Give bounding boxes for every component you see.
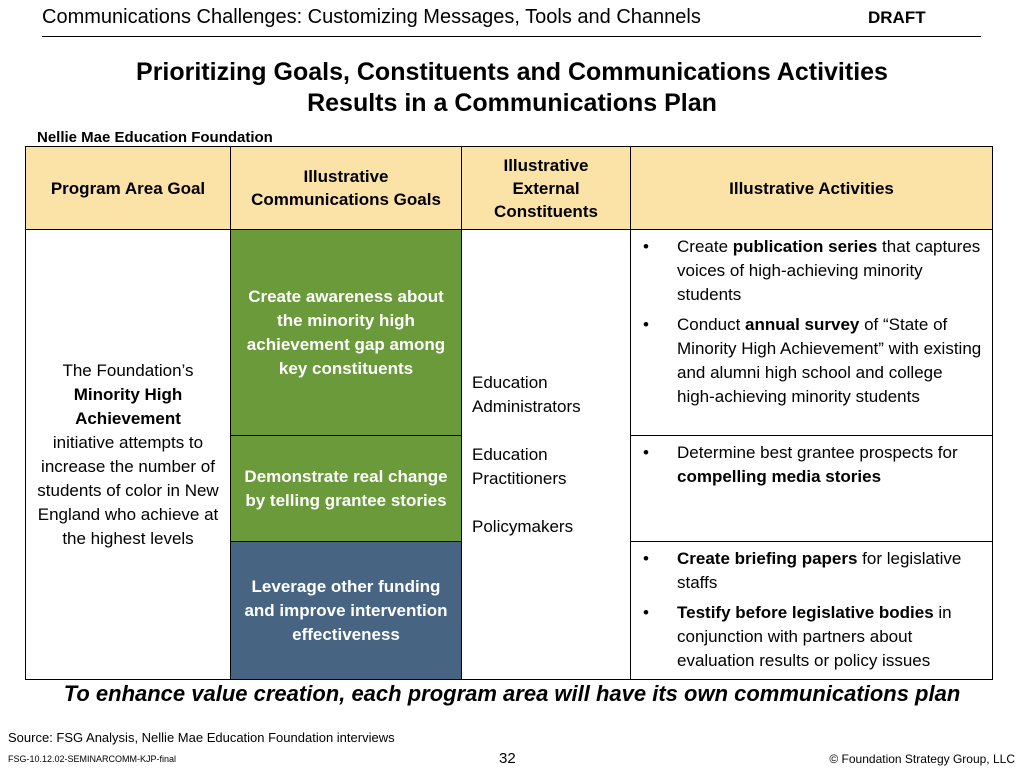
- activities-cell-awareness: [631, 230, 993, 436]
- header-divider: [42, 36, 981, 37]
- copyright-notice: © Foundation Strategy Group, LLC: [829, 752, 1015, 766]
- activity-item: • Create publication series that captures voices of high-achieving minority students: [643, 235, 984, 307]
- program-goal-cell: [26, 230, 231, 680]
- activity-item: • Testify before legislative bodies in conjunction with partners about evaluation results or policy issues: [643, 601, 984, 673]
- slide-title-line-1: Prioritizing Goals, Constituents and Communications Activities: [136, 58, 888, 86]
- header-title: Communications Challenges: Customizing Messages, Tools and Channels: [42, 6, 701, 28]
- document-code: FSG-10.12.02-SEMINARCOMM-KJP-final: [8, 754, 177, 764]
- draft-label: DRAFT: [868, 8, 926, 27]
- activity-item: • Conduct annual survey of “State of Minority High Achievement” with existing and alumni high school and college high-achieving minority students: [643, 313, 984, 409]
- conclusion-statement: To enhance value creation, each program area will have its own communications plan: [63, 681, 961, 706]
- activities-cell-leverage-funding: [631, 542, 993, 680]
- activity-item: • Determine best grantee prospects for compelling media stories: [643, 441, 984, 489]
- communications-plan-table: [25, 146, 993, 680]
- program-goal-intro: The Foundation’s: [62, 360, 194, 380]
- header-program-goal: Program Area Goal: [26, 147, 231, 230]
- header-constituents: Illustrative External Constituents: [462, 147, 631, 230]
- slide-title-line-2: Results in a Communications Plan: [307, 89, 717, 117]
- organization-label: Nellie Mae Education Foundation: [37, 129, 273, 146]
- program-goal-description: initiative attempts to increase the number of students of color in New England who achieve at the highest levels: [37, 432, 219, 548]
- constituents-cell: [462, 230, 631, 680]
- page-number: 32: [499, 750, 516, 767]
- constituent-item: Policymakers: [472, 516, 574, 536]
- table-header-row: [26, 147, 993, 230]
- table-row: [26, 230, 993, 436]
- constituent-item: Education Administrators: [472, 372, 581, 416]
- comm-goal-grantee-stories: Demonstrate real change by telling grantee stories: [231, 436, 462, 542]
- constituent-item: Education Practitioners: [472, 444, 567, 488]
- activities-cell-grantee-stories: [631, 436, 993, 542]
- header-comm-goals: Illustrative Communications Goals: [231, 147, 462, 230]
- slide-title: [0, 57, 1024, 119]
- source-note: Source: FSG Analysis, Nellie Mae Education Foundation interviews: [8, 730, 395, 745]
- comm-goal-leverage-funding: Leverage other funding and improve intervention effectiveness: [231, 542, 462, 680]
- activity-item: • Create briefing papers for legislative staffs: [643, 547, 984, 595]
- header-activities: Illustrative Activities: [631, 147, 993, 230]
- comm-goal-awareness: Create awareness about the minority high achievement gap among key constituents: [231, 230, 462, 436]
- program-goal-name: Minority High Achievement: [73, 384, 183, 428]
